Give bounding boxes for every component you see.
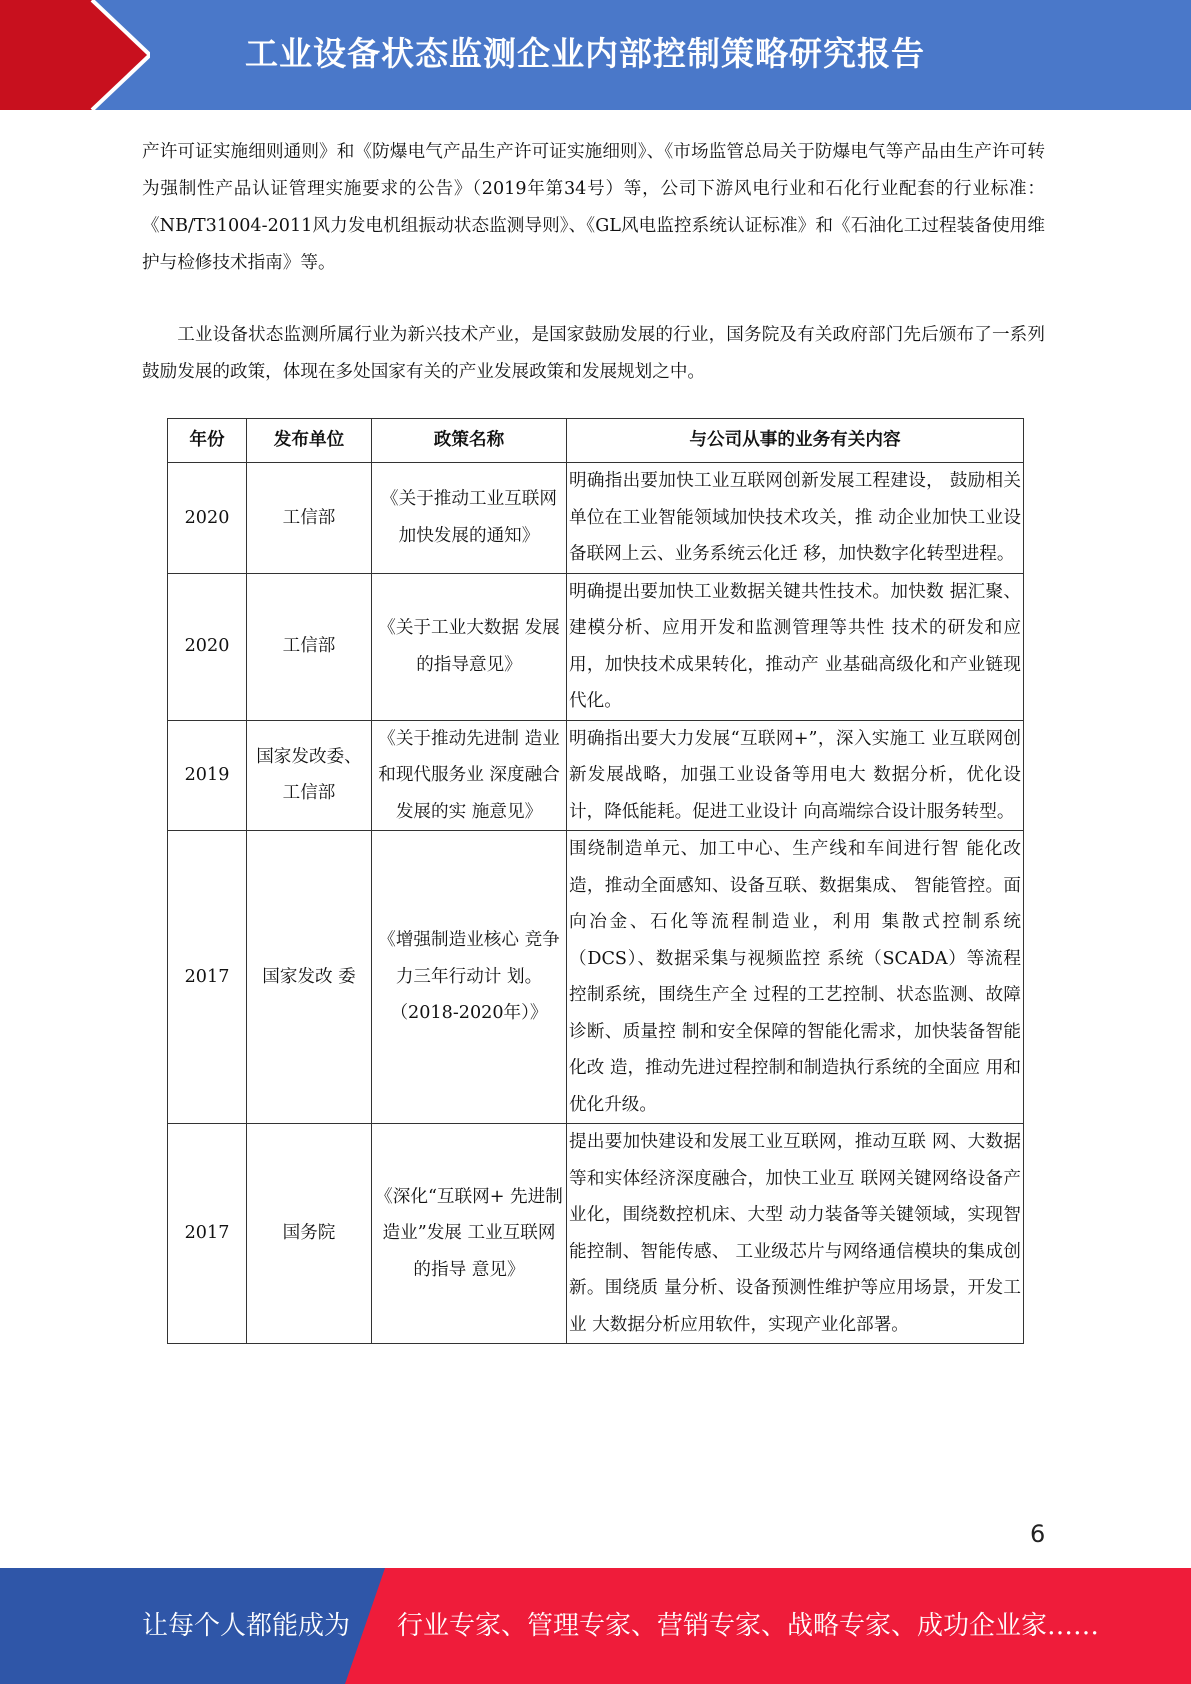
body-paragraph: 产许可证实施细则通则》和《防爆电气产品生产许可证实施细则》、《市场监管总局关于防爆电气等产品由生产许可转为强制性产品认证管理实施要求的公告》（2019年第34号）等，公司下游风电行业和石化行业配套的行业标准：《NB/T31004-2011风力发电机组振动状态监测导则》、《GL风电监控系统认证标准》和《石油化工过程装备使用维护与检修技术指南》等。 <box>142 142 1045 273</box>
table-row <box>168 831 1024 1124</box>
column-header-year: 年份 <box>168 419 247 463</box>
footer-slogan-left: 让每个人都能成为 <box>142 1611 351 1641</box>
body-paragraph: 工业设备状态监测所属行业为新兴技术产业，是国家鼓励发展的行业，国务院及有关政府部门先后颁布了一系列鼓励发展的政策，体现在多处国家有关的产业发展政策和发展规划之中。 <box>142 325 1045 382</box>
cell-org: 国家发改 委 <box>247 831 372 1124</box>
cell-year: 2019 <box>168 720 247 831</box>
cell-content: 明确指出要加快工业互联网创新发展工程建设， 鼓励相关单位在工业智能领域加快技术攻关，推 动企业加快工业设备联网上云、业务系统云化迁 移，加快数字化转型进程。 <box>567 463 1024 574</box>
cell-org: 国家发改委、工信部 <box>247 720 372 831</box>
table-header-row <box>168 419 1024 463</box>
table-row <box>168 573 1024 720</box>
table-row <box>168 463 1024 574</box>
cell-policy: 《增强制造业核心 竞争力三年行动计 划。（2018-2020年）》 <box>372 831 567 1124</box>
cell-content: 围绕制造单元、加工中心、生产线和车间进行智 能化改造，推动全面感知、设备互联、数据集成、 智能管控。面向冶金、石化等流程制造业，利用 集散式控制系统（DCS）、数据采集与视频监控 系统（SCADA）等流程控制系统，围绕生产全 过程的工艺控制、状态监测、故障诊断、质量控 制和安全保障的智能化需求，加快装备智能化改 造，推动先进过程控制和制造执行系统的全面应 用和优化升级。 <box>567 831 1024 1124</box>
cell-policy: 《关于推动先进制 造业和现代服务业 深度融合发展的实 施意见》 <box>372 720 567 831</box>
footer-slogan-right: 行业专家、管理专家、营销专家、战略专家、成功企业家…… <box>397 1611 1100 1641</box>
cell-org: 国务院 <box>247 1124 372 1344</box>
cell-org: 工信部 <box>247 573 372 720</box>
cell-content: 明确提出要加快工业数据关键共性技术。加快数 据汇聚、建模分析、应用开发和监测管理等共性 技术的研发和应用，加快技术成果转化，推动产 业基础高级化和产业链现代化。 <box>567 573 1024 720</box>
page-footer <box>0 1568 1191 1684</box>
policy-table <box>167 418 1024 1344</box>
table-row <box>168 1124 1024 1344</box>
page-number: 6 <box>1030 1520 1046 1548</box>
cell-content: 提出要加快建设和发展工业互联网，推动互联 网、大数据等和实体经济深度融合，加快工业互 联网关键网络设备产业化，围绕数控机床、大型 动力装备等关键领域，实现智能控制、智能传感、 工业级芯片与网络通信模块的集成创新。围绕质 量分析、设备预测性维护等应用场景，开发工业 大数据分析应用软件，实现产业化部署。 <box>567 1124 1024 1344</box>
column-header-policy: 政策名称 <box>372 419 567 463</box>
column-header-org: 发布单位 <box>247 419 372 463</box>
cell-content: 明确指出要大力发展“互联网+”，深入实施工 业互联网创新发展战略，加强工业设备等用电大 数据分析，优化设计，降低能耗。促进工业设计 向高端综合设计服务转型。 <box>567 720 1024 831</box>
column-header-content: 与公司从事的业务有关内容 <box>567 419 1024 463</box>
table-row <box>168 720 1024 831</box>
cell-policy: 《深化“互联网+ 先进制造业”发展 工业互联网的指导 意见》 <box>372 1124 567 1344</box>
report-title: 工业设备状态监测企业内部控制策略研究报告 <box>245 34 925 73</box>
cell-policy: 《关于工业大数据 发展的指导意见》 <box>372 573 567 720</box>
cell-year: 2020 <box>168 463 247 574</box>
cell-year: 2017 <box>168 1124 247 1344</box>
cell-org: 工信部 <box>247 463 372 574</box>
cell-policy: 《关于推动工业互联网加快发展的通知》 <box>372 463 567 574</box>
red-chevron-decoration <box>0 0 150 110</box>
page-header <box>0 0 1191 110</box>
cell-year: 2017 <box>168 831 247 1124</box>
cell-year: 2020 <box>168 573 247 720</box>
